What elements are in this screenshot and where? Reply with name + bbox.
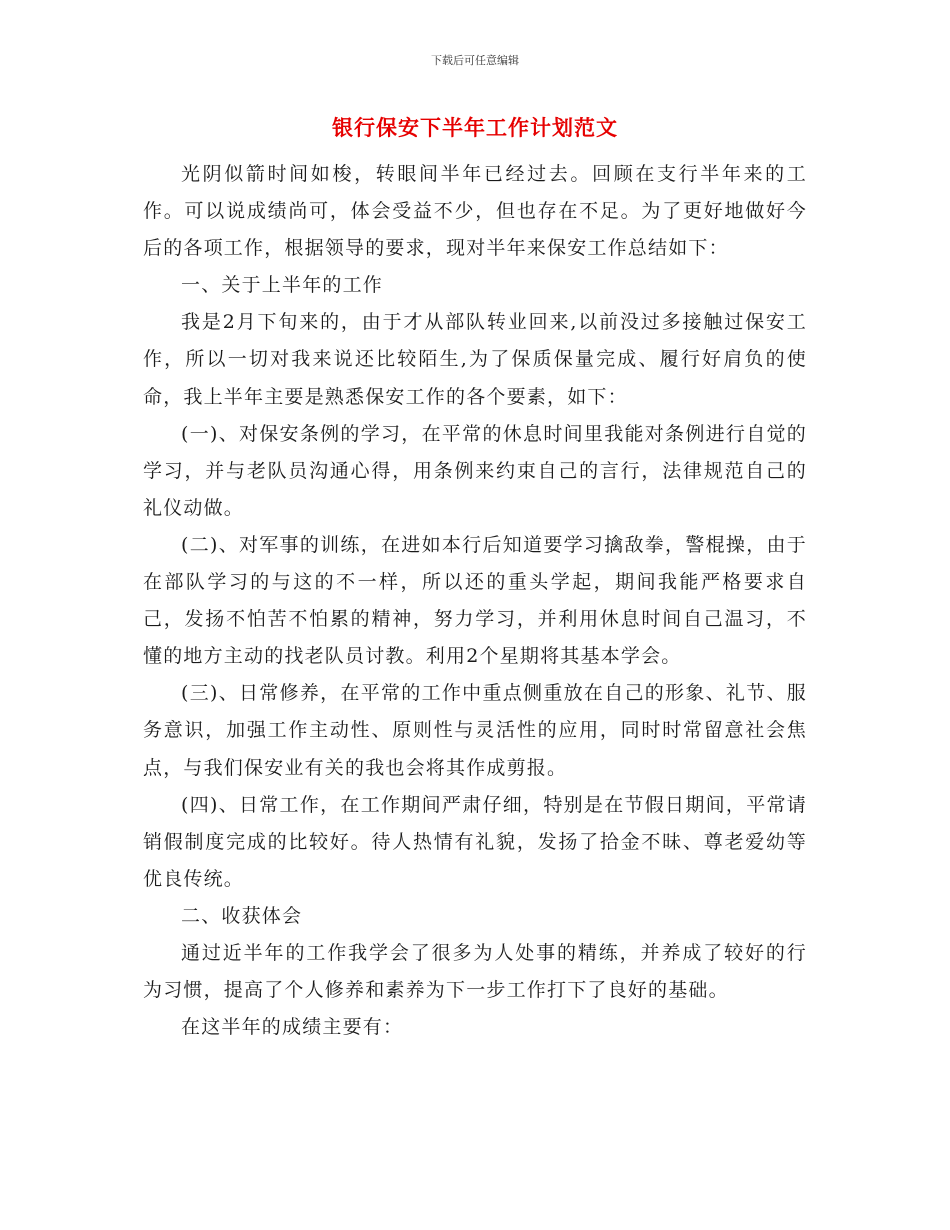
paragraph-item-3: (三)、日常修养，在平常的工作中重点侧重放在自己的形象、礼节、服务意识，加强工作主动性、原则性与灵活性的应用，同时时常留意社会焦点，与我们保安业有关的我也会将其作成剪报。 xyxy=(143,682,807,779)
paragraph-item-1: (一)、对保安条例的学习，在平常的休息时间里我能对条例进行自觉的学习，并与老队员沟通心得，用条例来约束自己的言行，法律规范自己的礼仪动做。 xyxy=(143,422,807,519)
document-body xyxy=(143,156,807,1046)
paragraph-background: 我是2月下旬来的，由于才从部队转业回来,以前没过多接触过保安工作，所以一切对我来说还比较陌生,为了保质保量完成、履行好肩负的使命，我上半年主要是熟悉保安工作的各个要素，如下： xyxy=(143,311,807,408)
section-heading-first-half: 一、关于上半年的工作 xyxy=(181,274,384,297)
paragraph-gains: 通过近半年的工作我学会了很多为人处事的精练，并养成了较好的行为习惯，提高了个人修养和素养为下一步工作打下了良好的基础。 xyxy=(143,941,807,1002)
paragraph-intro: 光阴似箭时间如梭，转眼间半年已经过去。回顾在支行半年来的工作。可以说成绩尚可，体会受益不少，但也存在不足。为了更好地做好今后的各项工作，根据领导的要求，现对半年来保安工作总结如下： xyxy=(143,163,807,260)
section-heading-gains: 二、收获体会 xyxy=(181,904,303,927)
paragraph-achievements-lead: 在这半年的成绩主要有： xyxy=(181,1016,404,1039)
paragraph-item-2: (二)、对军事的训练，在进如本行后知道要学习擒敌拳，警棍操，由于在部队学习的与这的不一样，所以还的重头学起，期间我能严格要求自己，发扬不怕苦不怕累的精神，努力学习，并利用休息时间自己温习，不懂的地方主动的找老队员讨教。利用2个星期将其基本学会。 xyxy=(143,533,807,668)
document-title: 银行保安下半年工作计划范文 xyxy=(332,116,618,140)
header-note: 下载后可任意编辑 xyxy=(431,54,519,67)
paragraph-item-4: (四)、日常工作，在工作期间严肃仔细，特别是在节假日期间，平常请销假制度完成的比较好。待人热情有礼貌，发扬了拾金不昧、尊老爱幼等优良传统。 xyxy=(143,793,807,890)
